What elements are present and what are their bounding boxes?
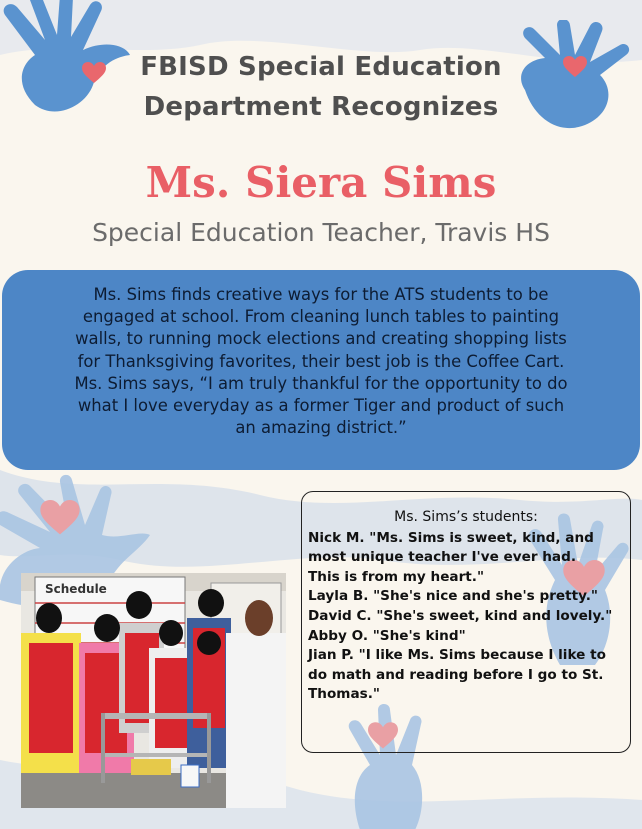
hand-top-right-icon (505, 20, 642, 145)
quote-line: Thomas." (308, 686, 380, 703)
blurb-line: engaged at school. From cleaning lunch tables to painting (82, 307, 560, 327)
student-quotes-box (301, 491, 631, 753)
quote-line: Nick M. "Ms. Sims is sweet, kind, and (308, 529, 594, 546)
class-photo (21, 573, 286, 808)
honoree-name: Ms. Siera Sims (145, 158, 497, 207)
heart-icon (40, 500, 80, 536)
quote-line: This is from my heart." (308, 568, 485, 585)
blurb-line: for Thanksgiving favorites, their best job is the Coffee Cart. (77, 351, 565, 371)
blurb-line: Ms. Sims finds creative ways for the ATS students to be (93, 285, 549, 304)
blurb-line: an amazing district.” (235, 418, 407, 438)
header-line-2: Department Recognizes (143, 92, 499, 122)
quote-line: Abby O. "She's kind" (308, 627, 466, 644)
blurb-line: Ms. Sims says, “I am truly thankful for the opportunity to do (74, 373, 568, 393)
honoree-role: Special Education Teacher, Travis HS (92, 218, 550, 247)
board-label: Schedule (45, 582, 107, 596)
class-photo-illustration (21, 573, 286, 808)
quote-line: David C. "She's sweet, kind and lovely." (308, 607, 613, 624)
recognition-blurb (2, 270, 640, 470)
header-line-1: FBISD Special Education (140, 52, 502, 82)
quote-line: do math and reading before I go to St. (308, 666, 604, 683)
quote-line: most unique teacher I've ever had. (308, 549, 576, 566)
quote-line: Layla B. "She's nice and she's pretty." (308, 588, 599, 605)
blurb-line: what I love everyday as a former Tiger and product of such (77, 396, 565, 416)
blurb-line: walls, to running mock elections and creating shopping lists (75, 329, 567, 349)
quotes-title: Ms. Sims’s students: (394, 509, 538, 525)
quote-line: Jian P. "I like Ms. Sims because I like to (308, 647, 606, 664)
